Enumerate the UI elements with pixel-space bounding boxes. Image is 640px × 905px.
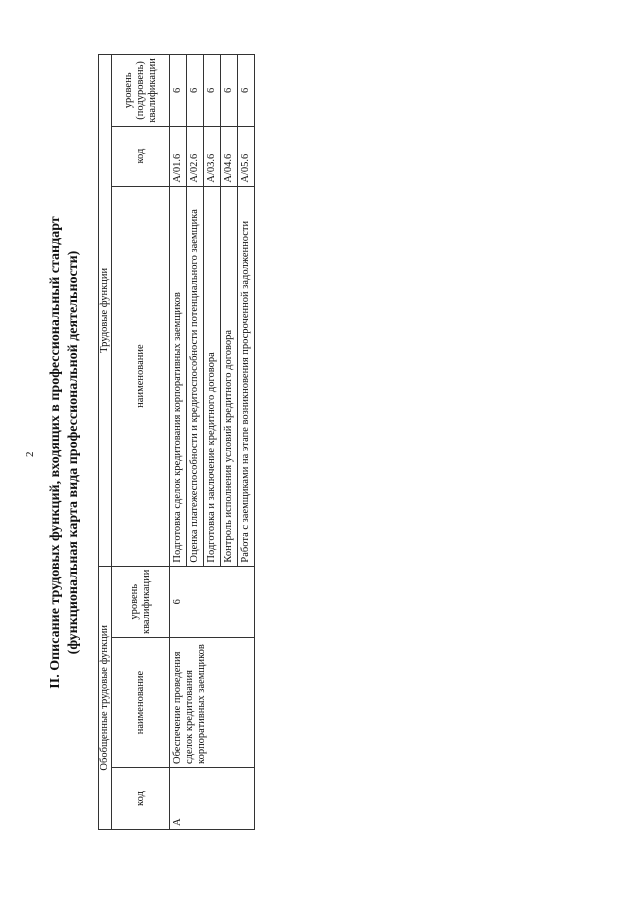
tf-code: A/03.6 [204,126,221,186]
header-labor-functions: Трудовые функции [99,55,112,566]
header-sublevel: уровень (подуровень) квалификации [112,55,170,126]
tf-code: A/01.6 [170,126,187,186]
header-tf-name: наименование [112,186,170,566]
generalized-level: 6 [170,566,255,637]
generalized-name: Обеспечение проведения сделок кредитования корпоративных заемщиков [170,638,255,768]
tf-name: Подготовка сделок кредитования корпоративных заемщиков [170,186,187,566]
tf-code: A/05.6 [238,126,255,186]
header-code: код [112,768,170,830]
page-number: 2 [24,451,36,457]
tf-level: 6 [170,55,187,126]
header-name: наименование [112,638,170,768]
header-level: уровень квалификации [112,566,170,637]
tf-level: 6 [238,55,255,126]
tf-level: 6 [204,55,221,126]
tf-level: 6 [187,55,204,126]
tf-name: Контроль исполнения условий кредитного договора [221,186,238,566]
section-subtitle: (функциональная карта вида профессиональной деятельности) [66,250,81,655]
generalized-code: A [170,768,255,830]
tf-code: A/02.6 [187,126,204,186]
functional-map-table [98,54,255,830]
header-tf-code: код [112,126,170,186]
table-row [170,55,187,830]
tf-name: Работа с заемщиками на этапе возникновения просроченной задолженности [238,186,255,566]
section-title: II. Описание трудовых функций, входящих в профессиональный стандарт [48,216,63,689]
tf-level: 6 [221,55,238,126]
tf-name: Оценка платежеспособности и кредитоспособности потенциального заемщика [187,186,204,566]
tf-name: Подготовка и заключение кредитного договора [204,186,221,566]
header-generalized-functions: Обобщенные трудовые функции [99,566,112,829]
tf-code: A/04.6 [221,126,238,186]
